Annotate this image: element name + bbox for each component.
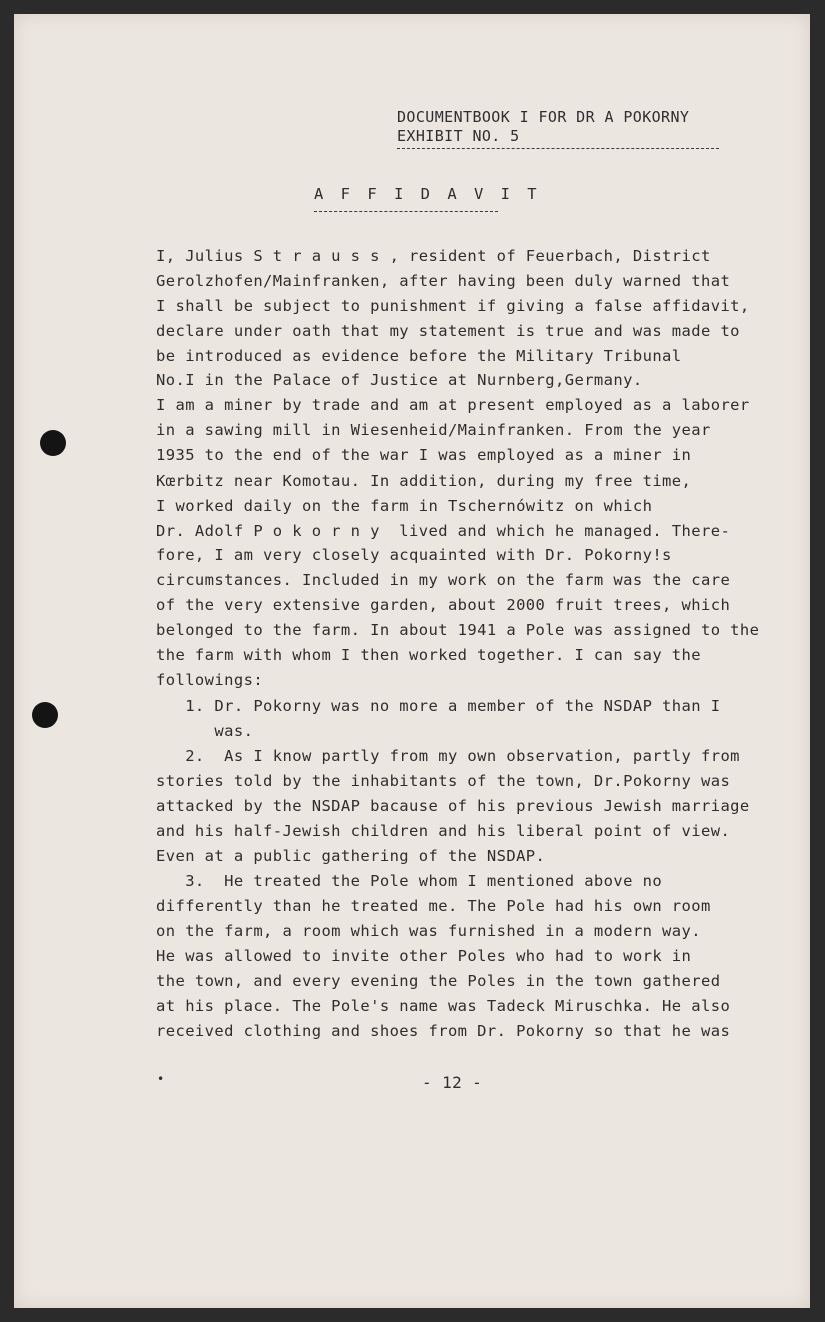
body-line: in a sawing mill in Wiesenheid/Mainfranken. From the year [156,421,711,439]
body-line: 3. He treated the Pole whom I mentioned above no [156,872,663,890]
page-number: - 12 - [422,1073,483,1092]
body-line: was. [156,722,254,740]
body-line: of the very extensive garden, about 2000 fruit trees, which [156,596,731,614]
body-line: circumstances. Included in my work on the farm was the care [156,571,731,589]
body-line: He was allowed to invite other Poles who had to work in [156,947,692,965]
punch-hole-bottom [32,702,58,728]
punch-hole-top [40,430,66,456]
body-line: and his half-Jewish children and his liberal point of view. [156,822,731,840]
body-line: 1935 to the end of the war I was employed as a miner in [156,446,692,464]
header-underline [397,148,719,149]
body-line: Even at a public gathering of the NSDAP. [156,847,546,865]
title-underline [314,211,498,212]
body-line: the farm with whom I then worked together. I can say the [156,646,701,664]
document-page [14,14,810,1308]
body-line: differently than he treated me. The Pole had his own room [156,897,711,915]
document-title: A F F I D A V I T [314,185,541,203]
body-line: followings: [156,671,264,689]
body-line: 2. As I know partly from my own observation, partly from [156,747,740,765]
margin-mark: • [157,1072,165,1086]
body-line: I shall be subject to punishment if giving a false affidavit, [156,297,750,315]
body-line: Dr. Adolf P o k o r n y lived and which he managed. There- [156,522,731,540]
header-line-1: DOCUMENTBOOK I FOR DR A POKORNY [397,108,690,126]
body-line: declare under oath that my statement is true and was made to [156,322,740,340]
body-line: belonged to the farm. In about 1941 a Pole was assigned to the [156,621,760,639]
body-line: Gerolzhofen/Mainfranken, after having been duly warned that [156,272,731,290]
body-line: fore, I am very closely acquainted with Dr. Pokorny!s [156,546,672,564]
body-line: attacked by the NSDAP bacause of his previous Jewish marriage [156,797,750,815]
body-line: at his place. The Pole's name was Tadeck Miruschka. He also [156,997,731,1015]
body-line: I am a miner by trade and am at present employed as a laborer [156,396,750,414]
body-line: stories told by the inhabitants of the town, Dr.Pokorny was [156,772,731,790]
document-header [397,108,689,146]
body-line: 1. Dr. Pokorny was no more a member of the NSDAP than I [156,697,721,715]
body-line: Kœrbitz near Komotau. In addition, during my free time, [156,472,692,490]
header-line-2: EXHIBIT NO. 5 [397,127,520,145]
body-line: received clothing and shoes from Dr. Pokorny so that he was [156,1022,731,1040]
body-line: No.I in the Palace of Justice at Nurnberg,Germany. [156,371,643,389]
body-line: I, Julius S t r a u s s , resident of Feuerbach, District [156,247,711,265]
body-line: on the farm, a room which was furnished in a modern way. [156,922,701,940]
body-line: be introduced as evidence before the Military Tribunal [156,347,682,365]
body-line: I worked daily on the farm in Tschernówitz on which [156,497,653,515]
body-line: the town, and every evening the Poles in the town gathered [156,972,721,990]
